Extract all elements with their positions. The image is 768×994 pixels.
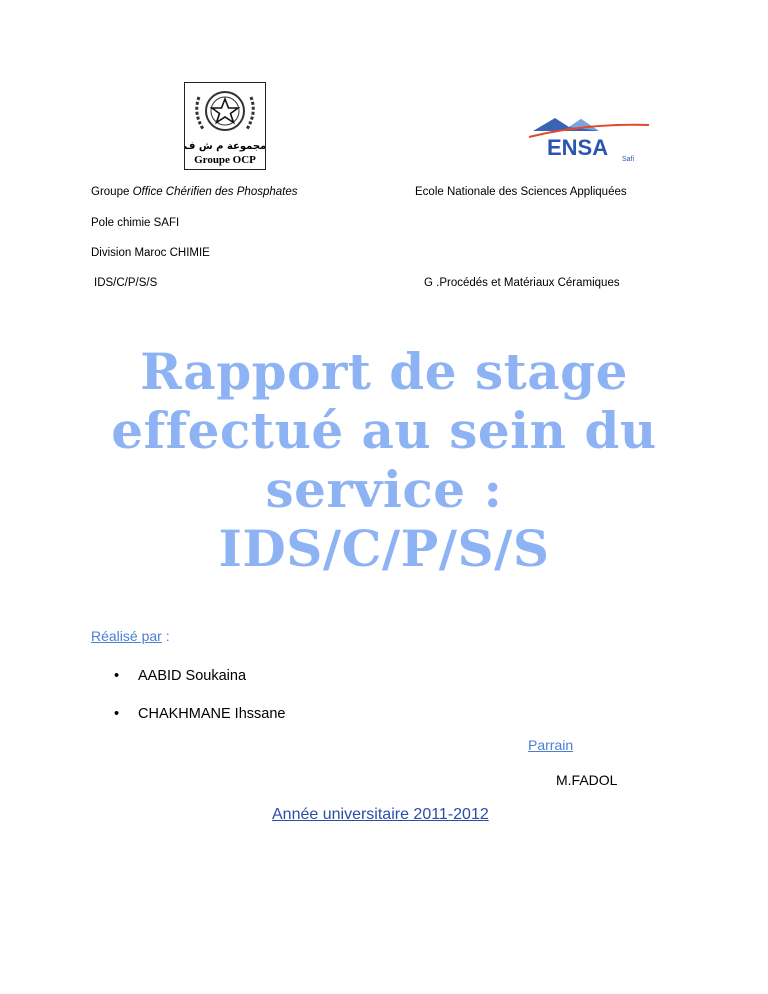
title-line-4: IDS/C/P/S/S bbox=[218, 519, 550, 578]
header-division: Division Maroc CHIMIE bbox=[91, 247, 210, 259]
header-org-line bbox=[91, 185, 298, 199]
bullet-icon: • bbox=[114, 706, 120, 722]
authors-list bbox=[114, 668, 285, 744]
header-org-italic: Office Chérifien des Phosphates bbox=[132, 186, 298, 198]
authors-label-suffix: : bbox=[161, 628, 170, 644]
author-name: AABID Soukaina bbox=[138, 668, 247, 684]
ocp-latin-caption: Groupe OCP bbox=[194, 154, 256, 166]
title-line-2: effectué au sein du bbox=[111, 401, 657, 460]
header-service: IDS/C/P/S/S bbox=[94, 277, 158, 289]
header-org-prefix: Groupe bbox=[91, 186, 133, 198]
header-school: Ecole Nationale des Sciences Appliquées bbox=[415, 186, 627, 198]
title-line-1: Rapport de stage bbox=[140, 342, 628, 401]
authors-label bbox=[91, 628, 170, 644]
header-pole: Pole chimie SAFI bbox=[91, 217, 180, 229]
ensa-mountains-icon bbox=[525, 113, 650, 163]
ensa-logo bbox=[525, 113, 650, 163]
report-title bbox=[90, 342, 678, 578]
author-name: CHAKHMANE Ihssane bbox=[138, 706, 286, 722]
sponsor-label: Parrain bbox=[528, 737, 574, 753]
ocp-logo bbox=[184, 82, 266, 170]
ocp-emblem-icon bbox=[185, 83, 265, 169]
list-item bbox=[114, 668, 285, 706]
title-line-3: service : bbox=[265, 460, 503, 519]
bullet-icon: • bbox=[114, 668, 120, 684]
academic-year: Année universitaire 2011-2012 bbox=[272, 806, 489, 823]
header-department: G .Procédés et Matériaux Céramiques bbox=[424, 277, 620, 289]
list-item bbox=[114, 706, 285, 744]
ocp-arabic-caption: مجموعة م ش ف bbox=[185, 141, 265, 152]
authors-label-text: Réalisé par bbox=[91, 628, 162, 644]
ensa-sub: Safi bbox=[622, 156, 635, 163]
sponsor-name: M.FADOL bbox=[556, 772, 618, 788]
ensa-wordmark: ENSA bbox=[547, 135, 609, 160]
